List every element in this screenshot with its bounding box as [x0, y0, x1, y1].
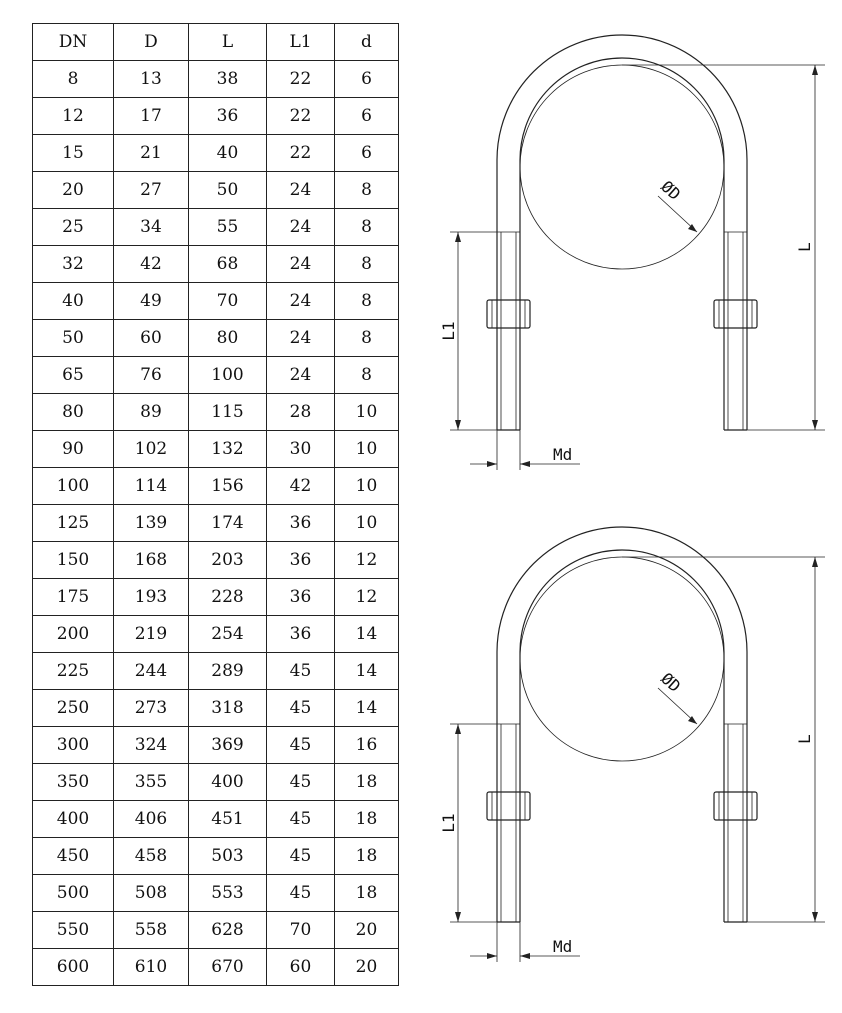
- label-diameter: ØD: [657, 668, 685, 696]
- arrow-head: [487, 461, 497, 467]
- table-cell: 89: [114, 394, 189, 431]
- table-cell: 16: [335, 727, 399, 764]
- table-cell: 558: [114, 912, 189, 949]
- table-cell: 500: [33, 875, 114, 912]
- table-cell: 168: [114, 542, 189, 579]
- header-l1: L1: [267, 24, 335, 61]
- table-cell: 100: [189, 357, 267, 394]
- table-cell: 139: [114, 505, 189, 542]
- table-cell: 174: [189, 505, 267, 542]
- table-cell: 17: [114, 98, 189, 135]
- label-l: L: [795, 242, 814, 252]
- table-cell: 200: [33, 616, 114, 653]
- right-nut: [714, 300, 757, 328]
- header-d: D: [114, 24, 189, 61]
- table-cell: 10: [335, 431, 399, 468]
- table-cell: 318: [189, 690, 267, 727]
- table-cell: 70: [189, 283, 267, 320]
- table-cell: 289: [189, 653, 267, 690]
- table-cell: 20: [33, 172, 114, 209]
- table-cell: 18: [335, 764, 399, 801]
- table-cell: 30: [267, 431, 335, 468]
- table-cell: 32: [33, 246, 114, 283]
- table-cell: 24: [267, 209, 335, 246]
- label-md: Md: [553, 937, 573, 956]
- table-cell: 45: [267, 801, 335, 838]
- table-cell: 219: [114, 616, 189, 653]
- table-cell: 8: [335, 209, 399, 246]
- arrow-head: [812, 912, 818, 922]
- table-cell: 40: [33, 283, 114, 320]
- u-bolt-outer-outline: [497, 35, 747, 430]
- arrow-head: [812, 557, 818, 567]
- label-diameter: ØD: [657, 176, 685, 204]
- table-cell: 12: [33, 98, 114, 135]
- table-cell: 115: [189, 394, 267, 431]
- table-cell: 49: [114, 283, 189, 320]
- left-nut: [487, 792, 530, 820]
- table-cell: 102: [114, 431, 189, 468]
- arrow-head: [812, 420, 818, 430]
- label-l: L: [795, 734, 814, 744]
- table-cell: 203: [189, 542, 267, 579]
- table-cell: 114: [114, 468, 189, 505]
- table-cell: 14: [335, 653, 399, 690]
- table-cell: 350: [33, 764, 114, 801]
- table-cell: 100: [33, 468, 114, 505]
- table-cell: 369: [189, 727, 267, 764]
- table-cell: 28: [267, 394, 335, 431]
- table-cell: 400: [33, 801, 114, 838]
- table-cell: 36: [189, 98, 267, 135]
- table-cell: 34: [114, 209, 189, 246]
- table-cell: 553: [189, 875, 267, 912]
- table-cell: 45: [267, 764, 335, 801]
- table-cell: 8: [335, 320, 399, 357]
- table-cell: 22: [267, 98, 335, 135]
- left-nut: [487, 300, 530, 328]
- table-cell: 451: [189, 801, 267, 838]
- table-cell: 12: [335, 542, 399, 579]
- header-d-small: d: [335, 24, 399, 61]
- table-cell: 250: [33, 690, 114, 727]
- table-cell: 8: [33, 61, 114, 98]
- table-cell: 45: [267, 838, 335, 875]
- table-cell: 42: [114, 246, 189, 283]
- table-cell: 18: [335, 801, 399, 838]
- table-cell: 355: [114, 764, 189, 801]
- header-dn: DN: [33, 24, 114, 61]
- table-cell: 22: [267, 135, 335, 172]
- table-cell: 36: [267, 542, 335, 579]
- label-l1: L1: [439, 813, 458, 833]
- table-cell: 76: [114, 357, 189, 394]
- table-cell: 8: [335, 283, 399, 320]
- table-cell: 300: [33, 727, 114, 764]
- table-cell: 6: [335, 98, 399, 135]
- table-cell: 36: [267, 616, 335, 653]
- table-cell: 193: [114, 579, 189, 616]
- table-cell: 27: [114, 172, 189, 209]
- table-cell: 50: [189, 172, 267, 209]
- table-cell: 90: [33, 431, 114, 468]
- table-cell: 24: [267, 246, 335, 283]
- table-cell: 38: [189, 61, 267, 98]
- table-cell: 610: [114, 949, 189, 986]
- label-md: Md: [553, 445, 573, 464]
- table-cell: 18: [335, 838, 399, 875]
- table-cell: 156: [189, 468, 267, 505]
- pipe-circle: [520, 557, 724, 761]
- table-cell: 458: [114, 838, 189, 875]
- table-cell: 55: [189, 209, 267, 246]
- table-cell: 24: [267, 320, 335, 357]
- arrow-head: [520, 461, 530, 467]
- arrow-head: [455, 420, 461, 430]
- table-cell: 273: [114, 690, 189, 727]
- table-cell: 24: [267, 172, 335, 209]
- table-cell: 21: [114, 135, 189, 172]
- table-cell: 20: [335, 912, 399, 949]
- right-nut: [714, 792, 757, 820]
- table-cell: 628: [189, 912, 267, 949]
- table-cell: 244: [114, 653, 189, 690]
- table-cell: 36: [267, 579, 335, 616]
- u-bolt-drawing-1: [439, 35, 825, 470]
- pipe-circle: [520, 65, 724, 269]
- table-cell: 18: [335, 875, 399, 912]
- table-cell: 254: [189, 616, 267, 653]
- table-cell: 8: [335, 246, 399, 283]
- table-cell: 80: [189, 320, 267, 357]
- arrow-head: [455, 724, 461, 734]
- u-bolt-inner-outline: [520, 550, 724, 922]
- table-cell: 10: [335, 468, 399, 505]
- table-cell: 45: [267, 875, 335, 912]
- u-bolt-outer-outline: [497, 527, 747, 922]
- table-cell: 228: [189, 579, 267, 616]
- table-cell: 15: [33, 135, 114, 172]
- table-cell: 503: [189, 838, 267, 875]
- table-cell: 150: [33, 542, 114, 579]
- table-cell: 550: [33, 912, 114, 949]
- table-cell: 70: [267, 912, 335, 949]
- arrow-head: [812, 65, 818, 75]
- table-cell: 45: [267, 653, 335, 690]
- table-cell: 670: [189, 949, 267, 986]
- table-cell: 10: [335, 394, 399, 431]
- table-cell: 36: [267, 505, 335, 542]
- header-l: L: [189, 24, 267, 61]
- table-cell: 508: [114, 875, 189, 912]
- u-bolt-inner-outline: [520, 58, 724, 430]
- table-cell: 40: [189, 135, 267, 172]
- table-cell: 450: [33, 838, 114, 875]
- table-cell: 132: [189, 431, 267, 468]
- table-cell: 10: [335, 505, 399, 542]
- table-cell: 68: [189, 246, 267, 283]
- table-cell: 600: [33, 949, 114, 986]
- arrow-head: [520, 953, 530, 959]
- table-cell: 14: [335, 616, 399, 653]
- table-cell: 22: [267, 61, 335, 98]
- u-bolt-drawing-2: [439, 527, 825, 962]
- table-cell: 45: [267, 690, 335, 727]
- table-cell: 42: [267, 468, 335, 505]
- table-cell: 8: [335, 172, 399, 209]
- table-cell: 60: [267, 949, 335, 986]
- table-cell: 25: [33, 209, 114, 246]
- table-cell: 80: [33, 394, 114, 431]
- arrow-head: [455, 232, 461, 242]
- table-cell: 24: [267, 283, 335, 320]
- table-cell: 125: [33, 505, 114, 542]
- table-cell: 60: [114, 320, 189, 357]
- table-cell: 175: [33, 579, 114, 616]
- table-cell: 400: [189, 764, 267, 801]
- table-cell: 24: [267, 357, 335, 394]
- table-cell: 65: [33, 357, 114, 394]
- table-cell: 6: [335, 61, 399, 98]
- table-cell: 8: [335, 357, 399, 394]
- table-cell: 324: [114, 727, 189, 764]
- label-l1: L1: [439, 321, 458, 341]
- table-cell: 12: [335, 579, 399, 616]
- table-cell: 225: [33, 653, 114, 690]
- table-cell: 20: [335, 949, 399, 986]
- table-cell: 406: [114, 801, 189, 838]
- table-cell: 45: [267, 727, 335, 764]
- table-cell: 14: [335, 690, 399, 727]
- arrow-head: [487, 953, 497, 959]
- arrow-head: [455, 912, 461, 922]
- table-cell: 6: [335, 135, 399, 172]
- table-cell: 50: [33, 320, 114, 357]
- table-cell: 13: [114, 61, 189, 98]
